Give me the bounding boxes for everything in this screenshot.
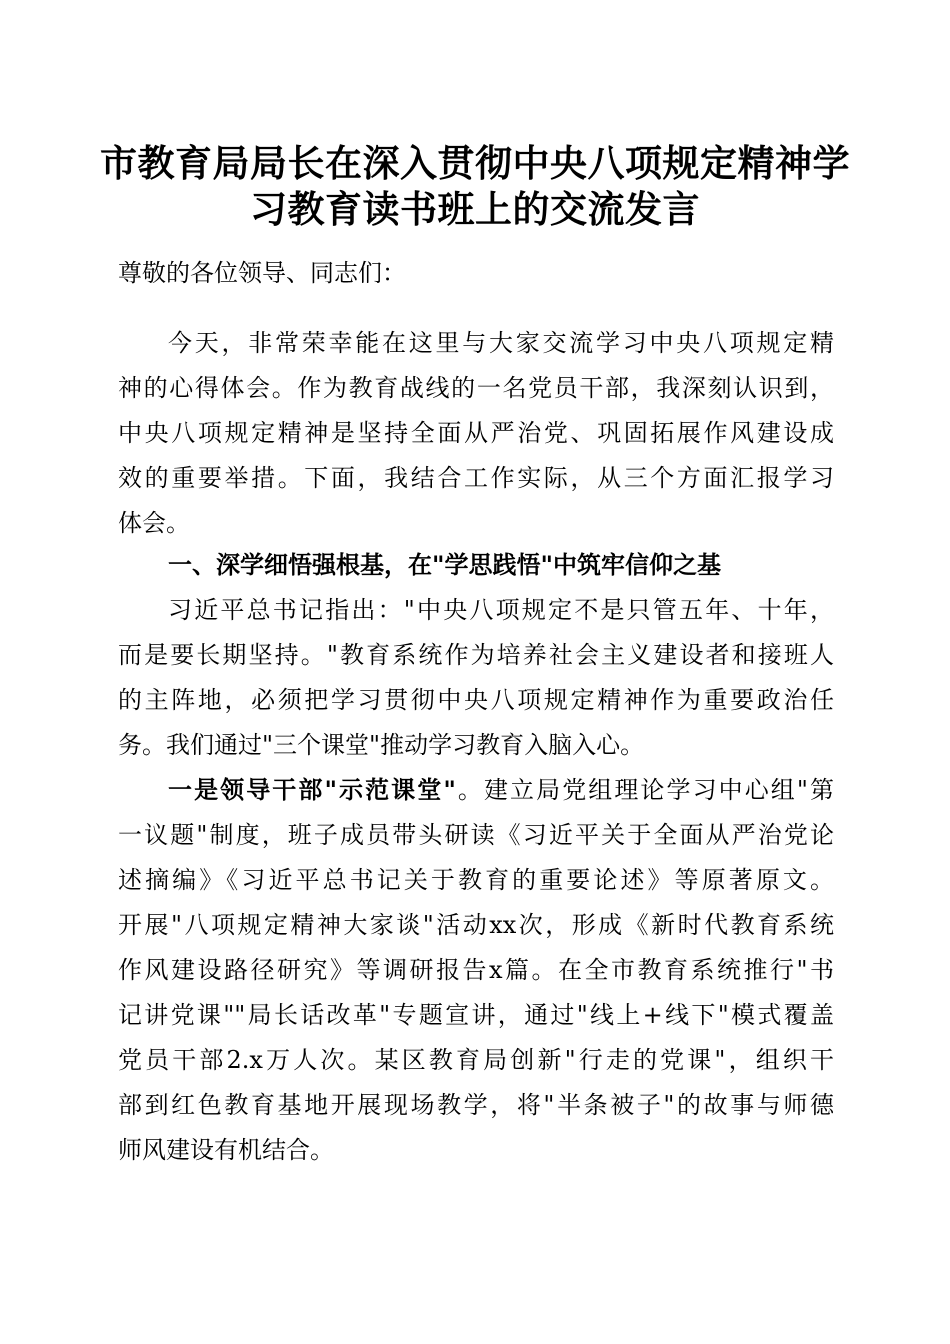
document-title-line-2: 习教育读书班上的交流发言 <box>250 187 700 231</box>
item-1-line-text: 。建立局党组理论学习中心组"第 <box>455 776 834 804</box>
item-1-line: 开展"八项规定精神大家谈"活动xx次，形成《新时代教育系统 <box>118 911 834 939</box>
item-1-line: 党员干部2.x万人次。某区教育局创新"行走的党课"，组织干 <box>118 1046 834 1074</box>
intro-line: 体会。 <box>118 509 190 537</box>
item-1-line: 作风建设路径研究》等调研报告x篇。在全市教育系统推行"书 <box>118 956 834 984</box>
document-title-line-1: 市教育局局长在深入贯彻中央八项规定精神学 <box>100 141 850 185</box>
item-1-first-line <box>168 775 834 805</box>
item-1-line: 一议题"制度，班子成员带头研读《习近平关于全面从严治党论 <box>118 821 834 849</box>
intro-line: 效的重要举措。下面，我结合工作实际，从三个方面汇报学习 <box>118 464 834 492</box>
item-1-line: 记讲党课""局长话改革"专题宣讲，通过"线上+线下"模式覆盖 <box>118 1001 834 1029</box>
section-1-line: 务。我们通过"三个课堂"推动学习教育入脑入心。 <box>118 731 645 759</box>
item-1-line: 部到红色教育基地开展现场教学，将"半条被子"的故事与师德 <box>118 1091 834 1119</box>
section-1-line: 习近平总书记指出："中央八项规定不是只管五年、十年， <box>168 596 834 624</box>
intro-line: 中央八项规定精神是坚持全面从严治党、巩固拓展作风建设成 <box>118 419 834 447</box>
item-1-line: 述摘编》《习近平总书记关于教育的重要论述》等原著原文。 <box>118 866 834 894</box>
section-1-heading: 一、深学细悟强根基，在"学思践悟"中筑牢信仰之基 <box>168 551 722 579</box>
item-1-lead: 一是领导干部"示范课堂" <box>168 776 456 804</box>
intro-line: 今天，非常荣幸能在这里与大家交流学习中央八项规定精 <box>168 329 834 357</box>
intro-line: 神的心得体会。作为教育战线的一名党员干部，我深刻认识到， <box>118 374 834 402</box>
salutation: 尊敬的各位领导、同志们： <box>118 259 406 287</box>
item-1-line: 师风建设有机结合。 <box>118 1136 334 1164</box>
section-1-line: 而是要长期坚持。"教育系统作为培养社会主义建设者和接班人 <box>118 641 834 669</box>
section-1-line: 的主阵地，必须把学习贯彻中央八项规定精神作为重要政治任 <box>118 686 834 714</box>
